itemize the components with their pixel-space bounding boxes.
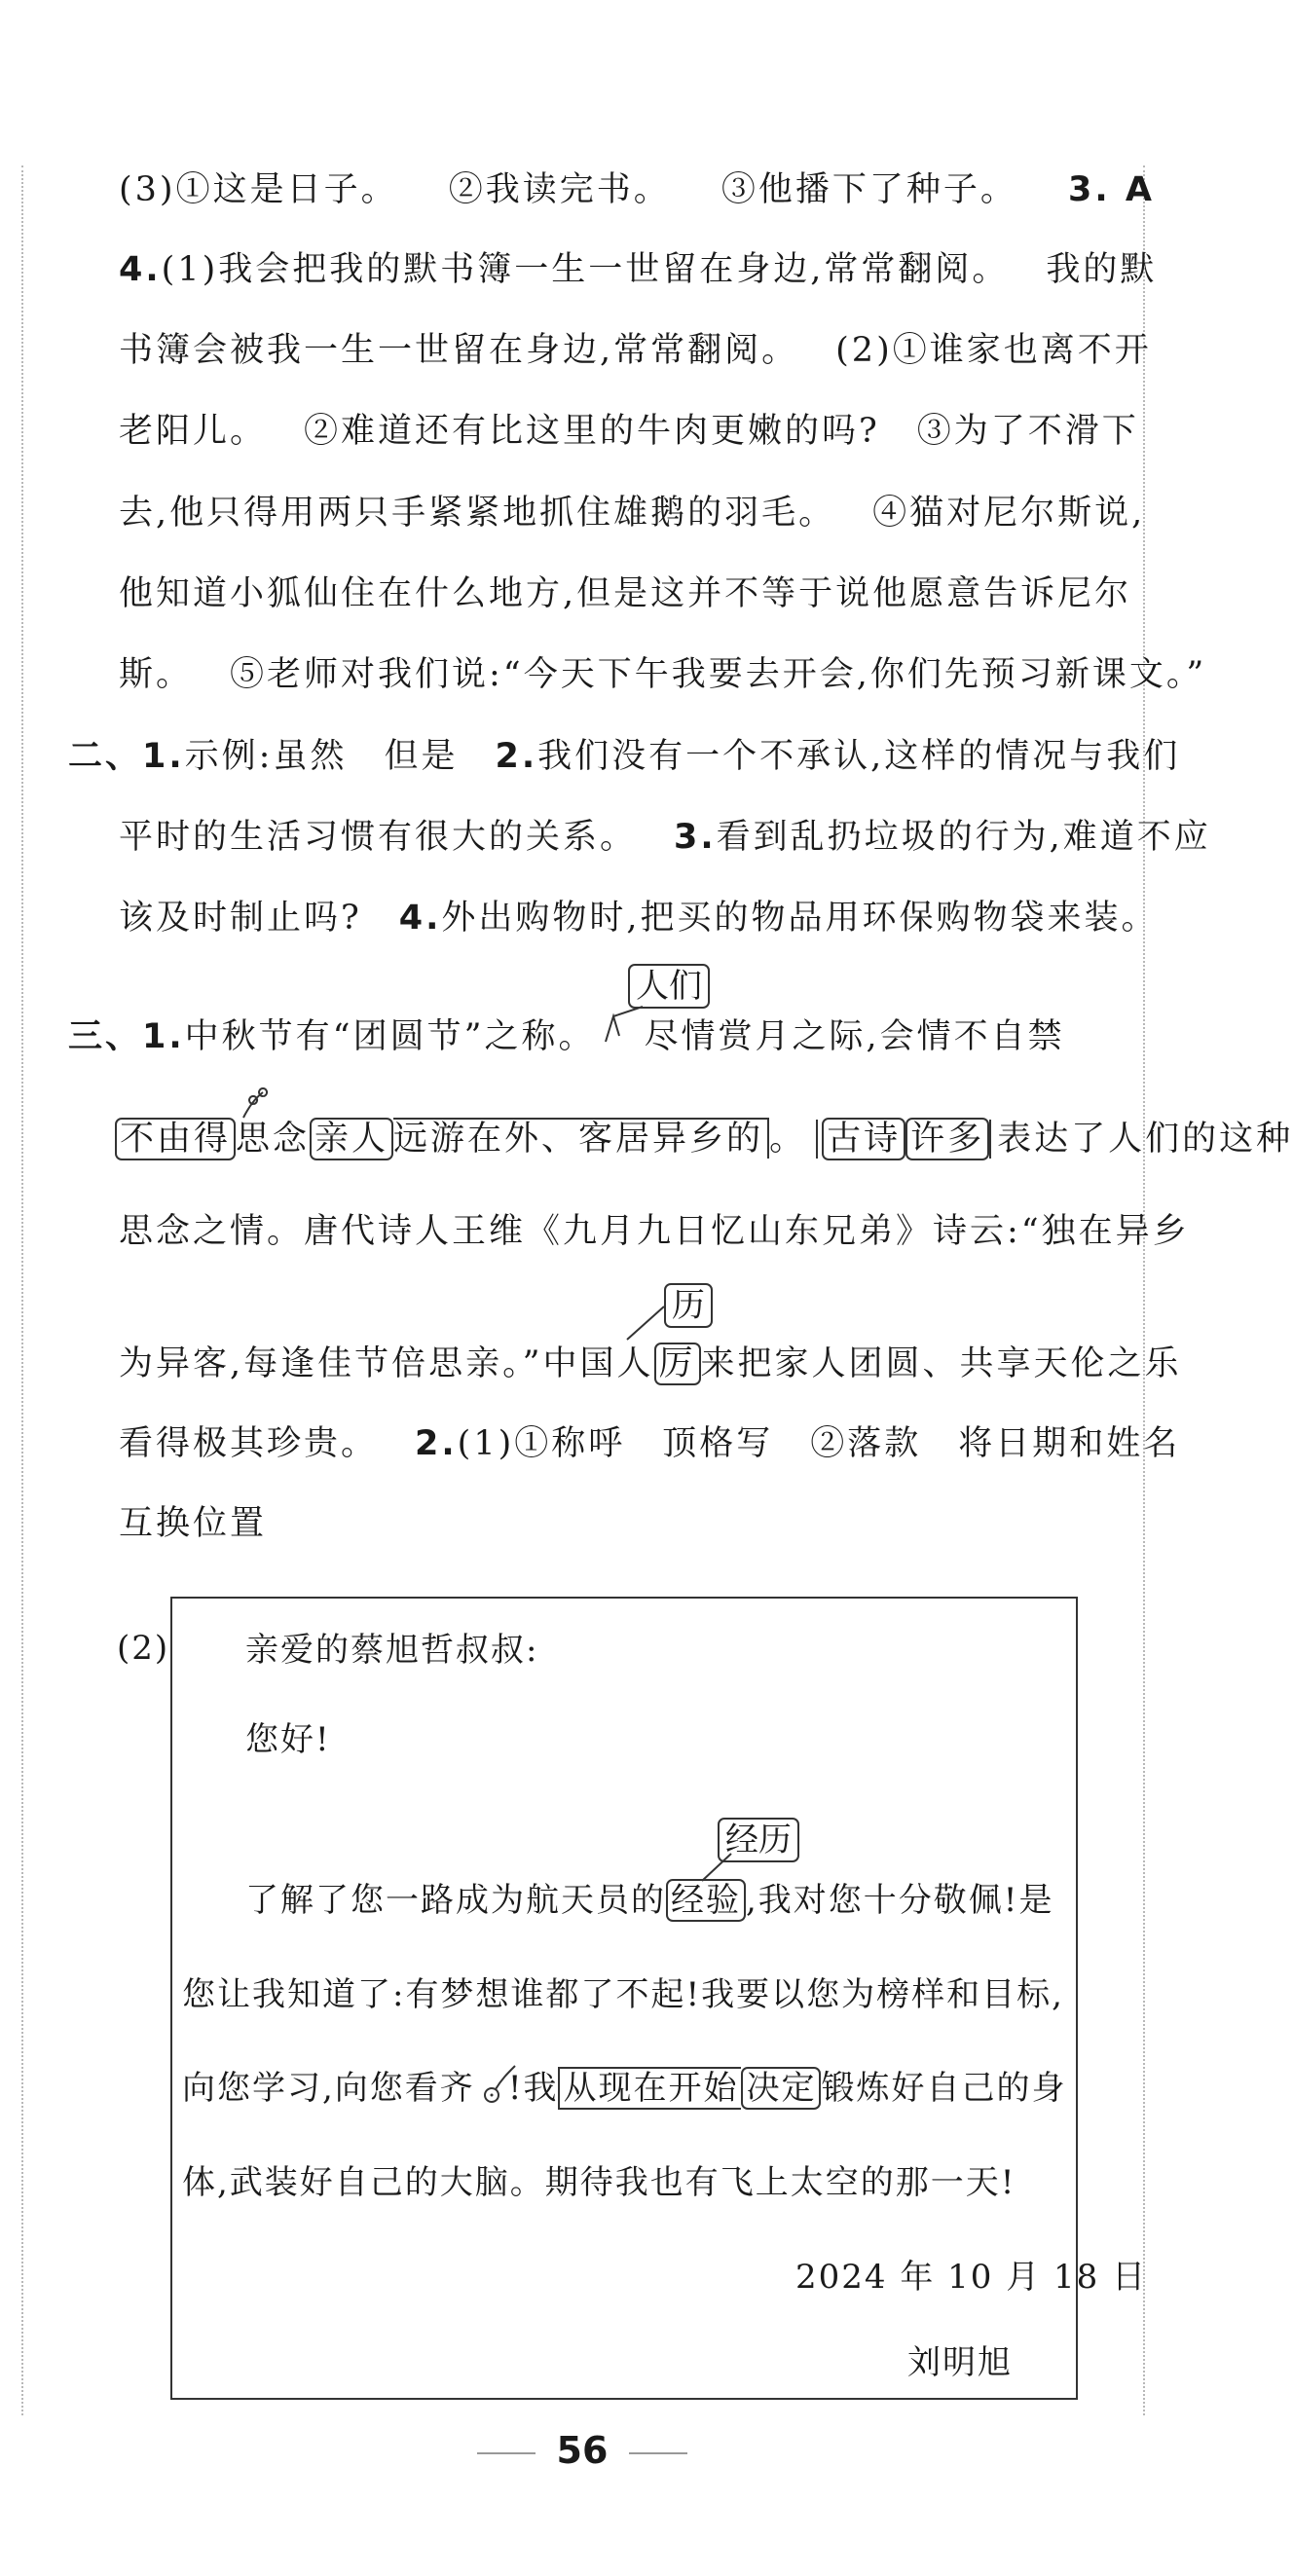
letter-line-4: 体,武装好自己的大脑。期待我也有飞上太空的那一天! [182, 2163, 1016, 2202]
bracketed-phrase: 远游在外、客居异乡的 [393, 1118, 769, 1159]
answer-line-7 [119, 650, 1207, 699]
answer-line-2 [119, 245, 1158, 294]
letter-line-3 [182, 2064, 1066, 2113]
question-number: 1. [142, 1017, 185, 1056]
answer-text: 为异客,每逢佳节倍思亲。”中国人 [119, 1344, 654, 1383]
answer-text: 看到乱扔垃圾的行为,难道不应 [716, 818, 1211, 857]
answer-text: 互换位置 [119, 1504, 268, 1543]
answer-text: 思念之情。唐代诗人王维《九月九日忆山东兄弟》诗云:“独在异乡 [119, 1212, 1190, 1251]
letter-text: 向您学习,向您看齐 [182, 2069, 475, 2108]
question-number: 4. [119, 250, 162, 289]
deletion-curl-mark [241, 1088, 280, 1122]
answer-text: 将日期和姓名 [958, 1424, 1181, 1463]
answer-text: 该及时制止吗? [119, 899, 362, 938]
answer-text: 思念 [236, 1120, 311, 1159]
answer-text: 我的默 [1046, 250, 1158, 289]
answer-text: ⑤老师对我们说:“今天下午我要去开会,你们先预习新课文。” [230, 655, 1207, 694]
letter-line-1 [245, 1876, 1053, 1925]
answer-3-3: ③他播下了种子。 [720, 170, 1017, 209]
answer-text: 来把家人团圆、共享天伦之乐 [700, 1344, 1182, 1383]
correction-line-mark [698, 1850, 737, 1885]
answer-text: 中秋节有“团圆节”之称。 [184, 1017, 596, 1056]
answer-line-13 [119, 1207, 1190, 1256]
answer-text: 我们没有一个不承认,这样的情况与我们 [537, 737, 1181, 776]
letter-greeting: 您好! [245, 1720, 331, 1759]
answer-line-14 [119, 1340, 1182, 1388]
punctuation-insert-mark [482, 2062, 521, 2109]
moved-word-box: 亲人 [310, 1118, 393, 1160]
answer-text: 去,他只得用两只手紧紧地抓住雄鹅的羽毛。 [119, 494, 836, 533]
answer-3-1: (3)①这是日子。 [119, 170, 398, 209]
page-number [0, 2429, 1164, 2472]
swap-word-box: 古诗 [822, 1118, 905, 1160]
letter-salutation: 亲爱的蔡旭哲叔叔: [245, 1631, 539, 1670]
answer-text: (1)①称呼 [457, 1424, 626, 1463]
corrected-word-box: 经验 [666, 1879, 746, 1922]
swap-word-box: 许多 [905, 1118, 989, 1160]
answer-line-6 [119, 570, 1132, 618]
answer-line-4 [119, 407, 1139, 456]
answer-line-1 [119, 166, 1155, 214]
answer-text: (2)①谁家也离不开 [835, 331, 1152, 370]
correction-box: 历 [664, 1283, 713, 1328]
correction-box: 经历 [718, 1818, 799, 1862]
question-number: 1. [142, 737, 185, 776]
page-number-right-dash [629, 2452, 687, 2454]
answer-text: 外出购物时,把买的物品用环保购物袋来装。 [441, 899, 1159, 938]
answer-line-3 [119, 326, 1152, 375]
answer-text: ②落款 [810, 1424, 922, 1463]
correction-line-mark [623, 1305, 672, 1343]
letter-text: !我 [507, 2069, 559, 2108]
answer-line-15 [119, 1419, 1181, 1468]
page-number-text: 56 [556, 2429, 609, 2472]
insertion-caret-mark [604, 1007, 652, 1046]
answer-line-5 [119, 489, 1146, 537]
section-number: 三、 [68, 1017, 143, 1056]
answer-line-11 [68, 1012, 1077, 1061]
answer-text: 尽情赏月之际,会情不自禁 [644, 1017, 1065, 1056]
answer-text: (1)我会把我的默书簿一生一世留在身边,常常翻阅。 [161, 250, 1010, 289]
letter-text: 锻炼好自己的身 [821, 2069, 1067, 2108]
letter-signature: 刘明旭 [907, 2343, 1013, 2382]
answer-text: 。 [769, 1120, 807, 1159]
answer-3-2: ②我读完书。 [448, 170, 671, 209]
answer-text: ④猫对尼尔斯说, [872, 494, 1146, 533]
letter-label: (2) [117, 1629, 170, 1668]
section-number: 二、 [68, 737, 143, 776]
letter-text: 了解了您一路成为航天员的 [245, 1881, 666, 1920]
answer-text: ②难道还有比这里的牛肉更嫩的吗? [304, 412, 880, 451]
corrected-char-box: 厉 [654, 1343, 701, 1385]
letter-line-2: 您让我知道了:有梦想谁都了不起!我要以您为榜样和目标, [182, 1975, 1064, 2014]
question-number: 2. [415, 1424, 458, 1463]
question-number: 3. [674, 818, 717, 857]
swap-word-box: 决定 [741, 2067, 821, 2110]
answer-text: 平时的生活习惯有很大的关系。 [119, 818, 638, 857]
answer-text: ③为了不滑下 [916, 412, 1139, 451]
answer-text: 但是 [384, 737, 459, 776]
answer-text: 表达了人们的这种 [997, 1120, 1293, 1159]
answer-line-10 [119, 894, 1159, 942]
answer-text: 老阳儿。 [119, 412, 268, 451]
answer-text: 斯。 [119, 655, 194, 694]
question-number: 2. [495, 737, 538, 776]
answer-text: 顶格写 [662, 1424, 774, 1463]
insert-word-box: 人们 [628, 964, 710, 1009]
question-number: 4. [398, 899, 442, 938]
answer-line-9 [119, 813, 1211, 862]
answer-line-16 [119, 1499, 1077, 1548]
answer-line-12 [115, 1115, 1293, 1163]
answer-text: 看得极其珍贵。 [119, 1424, 379, 1463]
swap-phrase-box: 从现在开始 [558, 2067, 741, 2110]
letter-box [170, 1597, 1148, 2400]
left-dotted-margin [21, 166, 23, 2415]
letter-date: 2024 年 10 月 18 日 [795, 2258, 1148, 2297]
answer-q3: 3. A [1068, 170, 1155, 209]
answer-line-8 [68, 732, 1181, 781]
moved-word-box: 不由得 [115, 1118, 236, 1160]
answer-text: 书簿会被我一生一世留在身边,常常翻阅。 [119, 331, 799, 370]
answer-text: 他知道小狐仙住在什么地方,但是这并不等于说他愿意告诉尼尔 [119, 574, 1132, 613]
page-number-left-dash [477, 2452, 536, 2454]
letter-text: ,我对您十分敬佩!是 [746, 1881, 1054, 1920]
answer-text: 示例:虽然 [184, 737, 348, 776]
